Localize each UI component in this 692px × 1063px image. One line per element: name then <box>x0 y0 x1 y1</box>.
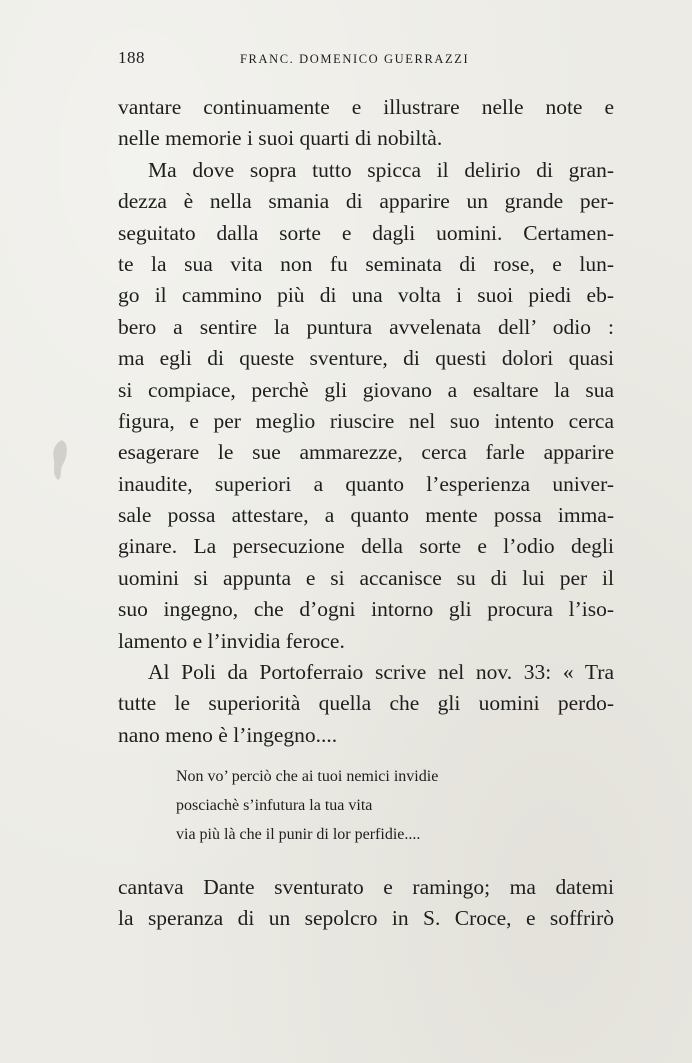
text-line: figura, e per meglio riuscire nel suo intento cerca <box>118 408 614 433</box>
text-line: sale possa attestare, a quanto mente possa imma- <box>118 503 614 528</box>
text-line: Ma dove sopra tutto spicca il delirio di gran- <box>148 157 614 182</box>
ink-stain-mark <box>48 438 72 482</box>
running-head: FRANC. DOMENICO GUERRAZZI <box>240 52 470 66</box>
main-text <box>118 92 614 751</box>
text-line: vantare continuamente e illustrare nelle note e <box>118 95 614 119</box>
page-number: 188 <box>118 48 145 67</box>
verse-line: Non vo’ perciò che ai tuoi nemici invidie <box>176 768 439 785</box>
text-line: dezza è nella smania di apparire un grande per- <box>118 189 614 214</box>
page-header <box>118 48 614 72</box>
text-line: suo ingegno, che d’ogni intorno gli procura l’iso- <box>118 597 614 622</box>
text-line: nelle memorie i suoi quarti di nobiltà. <box>118 126 443 151</box>
text-line: te la sua vita non fu seminata di rose, e lun- <box>118 251 614 276</box>
text-line: inaudite, superiori a quanto l’esperienza univer- <box>118 471 614 496</box>
verse-line: posciachè s’infutura la tua vita <box>176 797 373 814</box>
text-line: uomini si appunta e si accanisce su di lui per il <box>118 565 614 590</box>
text-line: go il cammino più di una volta i suoi piedi eb- <box>118 283 614 308</box>
text-line: la speranza di un sepolcro in S. Croce, e soffrirò <box>118 906 614 931</box>
text-line: ma egli di queste sventure, di questi dolori quasi <box>118 346 614 371</box>
text-line: nano meno è l’ingegno.... <box>118 722 338 747</box>
text-line: si compiace, perchè gli giovano a esaltare la sua <box>118 377 614 402</box>
text-line: cantava Dante sventurato e ramingo; ma datemi <box>118 875 614 899</box>
text-line: seguitato dalla sorte e dagli uomini. Certamen- <box>118 220 614 245</box>
text-line: Al Poli da Portoferraio scrive nel nov. 33: « Tra <box>148 660 614 685</box>
text-line: esagerare le sue ammarezze, cerca farle apparire <box>118 440 614 465</box>
verse-quotation <box>176 762 576 849</box>
text-line: ginare. La persecuzione della sorte e l’odio degli <box>118 534 614 559</box>
text-line: bero a sentire la puntura avvelenata dell’ odio : <box>118 314 614 339</box>
text-line: tutte le superiorità quella che gli uomini perdo- <box>118 691 614 716</box>
verse-line: via più là che il punir di lor perfidie.... <box>176 826 421 843</box>
text-line: lamento e l’invidia feroce. <box>118 628 345 653</box>
closing-text <box>118 872 614 935</box>
